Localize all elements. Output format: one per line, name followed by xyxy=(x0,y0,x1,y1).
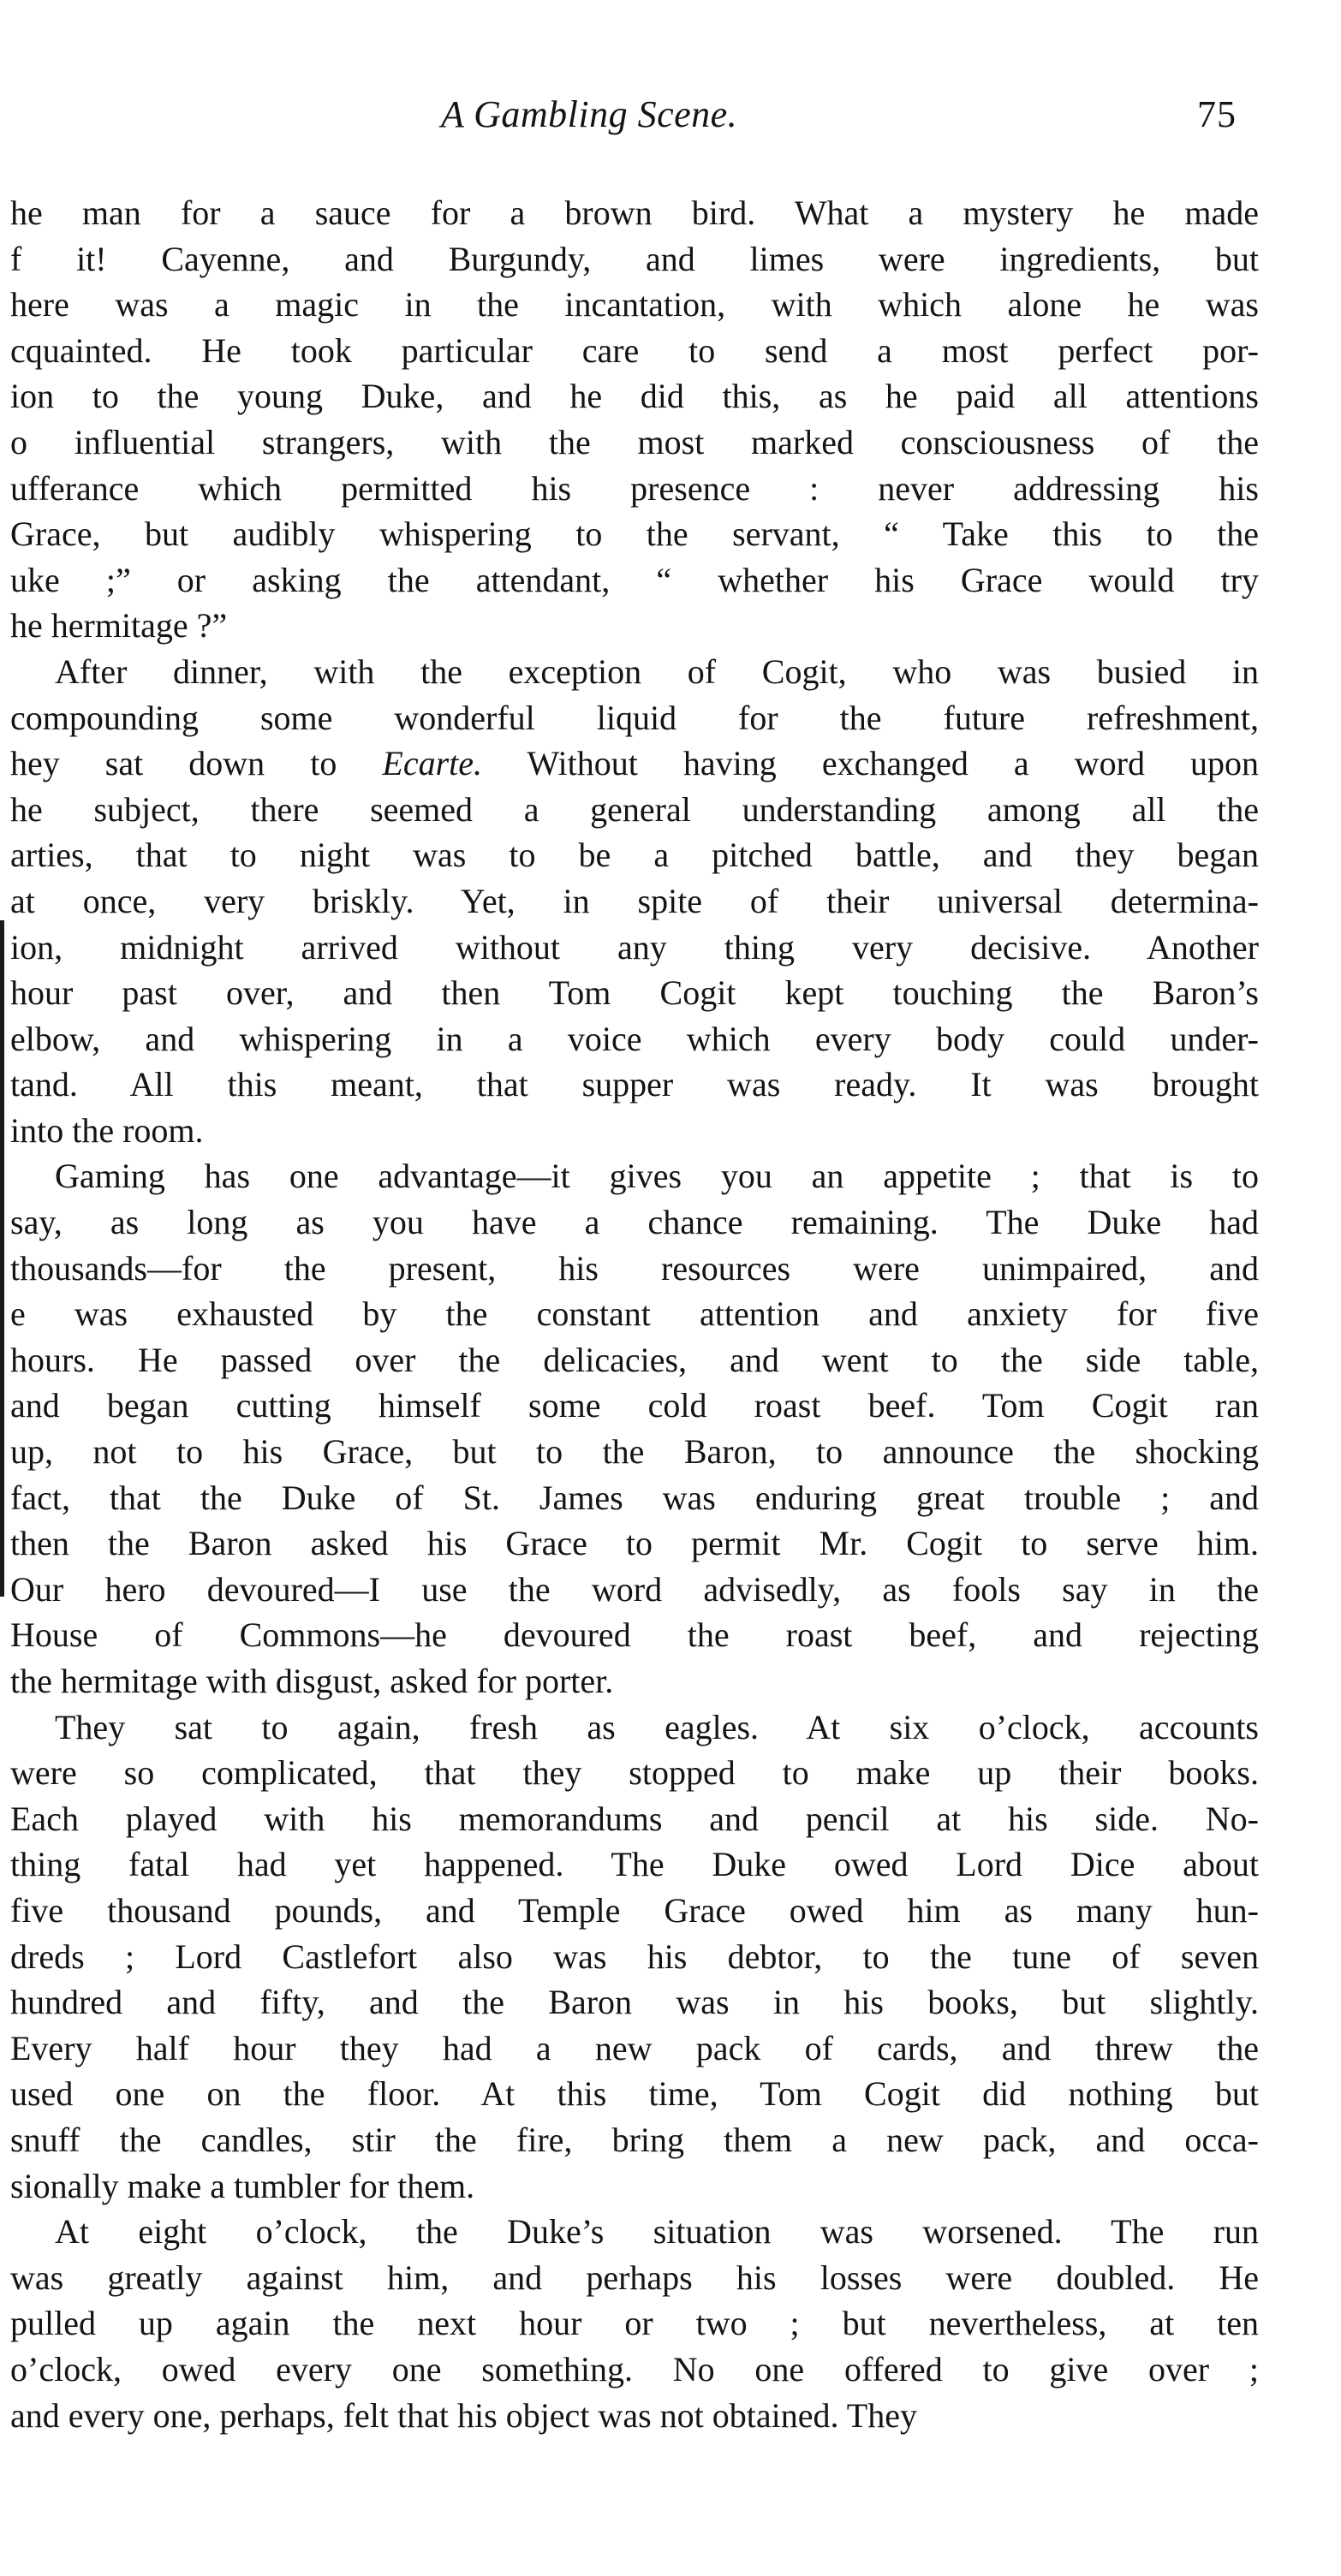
text-line: ufferance which permitted his presence : never addressing his xyxy=(10,468,1259,508)
text-line: here was a magic in the incantation, with which alone he was xyxy=(10,285,1259,324)
paragraph xyxy=(10,1153,1259,1704)
text-line: o’clock, owed every one something. No one offered to give over ; xyxy=(10,2349,1259,2389)
page-number: 75 xyxy=(1197,93,1237,135)
text-line: into the room. xyxy=(10,1110,204,1150)
text-line: e was exhausted by the constant attention and anxiety for five xyxy=(10,1294,1259,1334)
text-line: arties, that to night was to be a pitched battle, and they began xyxy=(10,836,1259,875)
text-line: up, not to his Grace, but to the Baron, to announce the shocking xyxy=(10,1432,1259,1472)
text-line: compounding some wonderful liquid for the future refreshment, xyxy=(10,698,1259,737)
text-line: the hermitage with disgust, asked for porter. xyxy=(10,1662,614,1700)
text-line: sionally make a tumbler for them. xyxy=(10,2166,475,2205)
text-line: pulled up again the next hour or two ; but nevertheless, at ten xyxy=(10,2304,1259,2343)
text-line: and began cutting himself some cold roast beef. Tom Cogit ran xyxy=(10,1386,1259,1425)
text-line: was greatly against him, and perhaps his losses were doubled. He xyxy=(10,2258,1259,2297)
text-line: After dinner, with the exception of Cogit, who was busied in xyxy=(55,651,1259,691)
running-head xyxy=(0,92,1341,144)
text-line: thousands—for the present, his resources were unimpaired, and xyxy=(10,1248,1259,1288)
text-line: hundred and fifty, and the Baron was in his books, but slightly. xyxy=(10,1983,1259,2022)
text-line: thing fatal had yet happened. The Duke owed Lord Dice about xyxy=(10,1845,1259,1884)
text-line: five thousand pounds, and Temple Grace owed him as many hun- xyxy=(10,1890,1259,1930)
paragraph xyxy=(10,190,1259,649)
text-line: House of Commons—he devoured the roast beef, and rejecting xyxy=(10,1615,1259,1655)
text-line: hey sat down to Ecarte. Without having exchanged a word upon xyxy=(10,744,1259,783)
text-line: Grace, but audibly whispering to the servant, “ Take this to the xyxy=(10,515,1259,554)
text-line: then the Baron asked his Grace to permit Mr. Cogit to serve him. xyxy=(10,1524,1259,1563)
text-line: say, as long as you have a chance remaining. The Duke had xyxy=(10,1203,1259,1242)
text-line: and every one, perhaps, felt that his object was not obtained. They xyxy=(10,2395,917,2435)
text-line: at once, very briskly. Yet, in spite of their universal determina- xyxy=(10,881,1259,920)
text-line: ion to the young Duke, and he did this, as he paid all attentions xyxy=(10,377,1259,416)
text-line: cquainted. He took particular care to send a most perfect por- xyxy=(10,330,1259,370)
text-line: snuff the candles, stir the fire, bring them a new pack, and occa- xyxy=(10,2120,1259,2159)
paragraph xyxy=(10,649,1259,1154)
text-line: he hermitage ?” xyxy=(10,606,228,645)
paragraph xyxy=(10,1704,1259,2210)
text-line: o influential strangers, with the most marked consciousness of the xyxy=(10,422,1259,461)
text-line: Each played with his memorandums and pencil at his side. No- xyxy=(10,1799,1259,1838)
text-line: Gaming has one advantage—it gives you an appetite ; that is to xyxy=(55,1157,1259,1196)
italic-word: Ecarte. xyxy=(382,744,483,783)
paragraph xyxy=(10,2209,1259,2438)
text-line: Our hero devoured—I use the word advisedly, as fools say in the xyxy=(10,1569,1259,1609)
text-line: hour past over, and then Tom Cogit kept touching the Baron’s xyxy=(10,973,1259,1013)
text-line: f it! Cayenne, and Burgundy, and limes were ingredients, but xyxy=(10,239,1259,278)
text-line: were so complicated, that they stopped to make up their books. xyxy=(10,1753,1259,1793)
text-line: he subject, there seemed a general understanding among all the xyxy=(10,789,1259,829)
text-line: Every half hour they had a new pack of cards, and threw the xyxy=(10,2028,1259,2067)
text-line: hours. He passed over the delicacies, and went to the side table, xyxy=(10,1340,1259,1379)
text-line: fact, that the Duke of St. James was enduring great trouble ; and xyxy=(10,1478,1259,1517)
text-line: tand. All this meant, that supper was ready. It was brought xyxy=(10,1065,1259,1104)
text-line: dreds ; Lord Castlefort also was his debtor, to the tune of seven xyxy=(10,1936,1259,1976)
gutter-shadow xyxy=(0,920,4,1597)
text-line: ion, midnight arrived without any thing very decisive. Another xyxy=(10,927,1259,967)
text-line: used one on the floor. At this time, Tom Cogit did nothing but xyxy=(10,2074,1259,2114)
text-line: At eight o’clock, the Duke’s situation was worsened. The run xyxy=(55,2212,1259,2252)
text-line: elbow, and whispering in a voice which every body could under- xyxy=(10,1019,1259,1058)
text-line: uke ;” or asking the attendant, “ whether his Grace would try xyxy=(10,560,1259,599)
text-line: he man for a sauce for a brown bird. What a mystery he made xyxy=(10,193,1259,232)
text-line: They sat to again, fresh as eagles. At six o’clock, accounts xyxy=(55,1707,1259,1746)
running-title: A Gambling Scene. xyxy=(441,93,738,135)
body-text xyxy=(10,190,1259,2438)
